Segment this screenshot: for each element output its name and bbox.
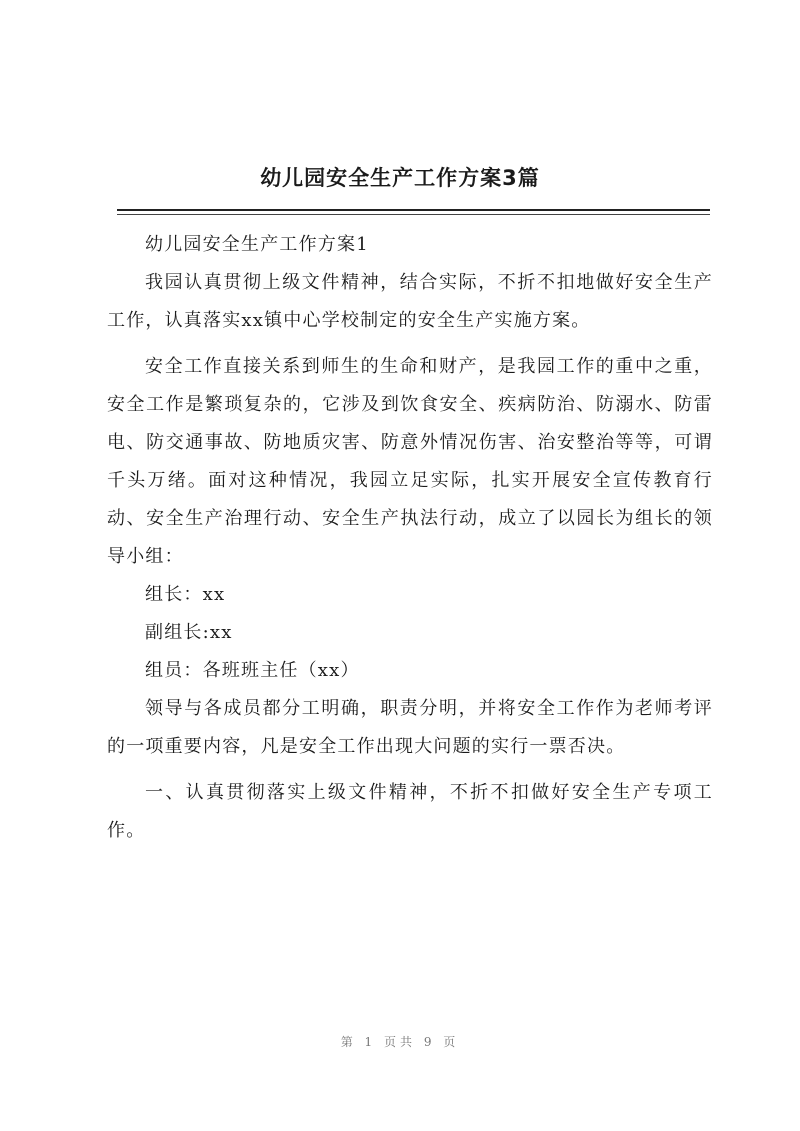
document-title: 幼儿园安全生产工作方案3篇: [260, 166, 540, 190]
paragraph: 领导与各成员都分工明确，职责分明，并将安全工作作为老师考评的一项重要内容，凡是安全工作出现大问题的实行一票否决。: [107, 698, 713, 757]
paragraph: 安全工作直接关系到师生的生命和财产，是我园工作的重中之重，安全工作是繁琐复杂的，它涉及到饮食安全、疾病防治、防溺水、防雷电、防交通事故、防地质灾害、防意外情况伤害、治安整治等等，可谓千头万绪。面对这种情况，我园立足实际，扎实开展安全宣传教育行动、安全生产治理行动、安全生产执法行动，成立了以园长为组长的领导小组：: [107, 356, 713, 567]
list-item: 副组长:xx: [145, 622, 233, 643]
page-number: 第 1 页共 9 页: [340, 1035, 460, 1049]
document-body: [107, 226, 713, 850]
title-rule-thick: [117, 209, 710, 211]
list-item: 组员：各班班主任（xx）: [145, 660, 360, 681]
section-heading: 幼儿园安全生产工作方案1: [145, 234, 369, 255]
list-item: 组长：xx: [145, 584, 226, 605]
title-rule-thin: [117, 214, 710, 215]
paragraph: 我园认真贯彻上级文件精神，结合实际，不折不扣地做好安全生产工作，认真落实xx镇中心学校制定的安全生产实施方案。: [107, 272, 713, 331]
paragraph: 一、认真贯彻落实上级文件精神，不折不扣做好安全生产专项工作。: [107, 782, 713, 841]
